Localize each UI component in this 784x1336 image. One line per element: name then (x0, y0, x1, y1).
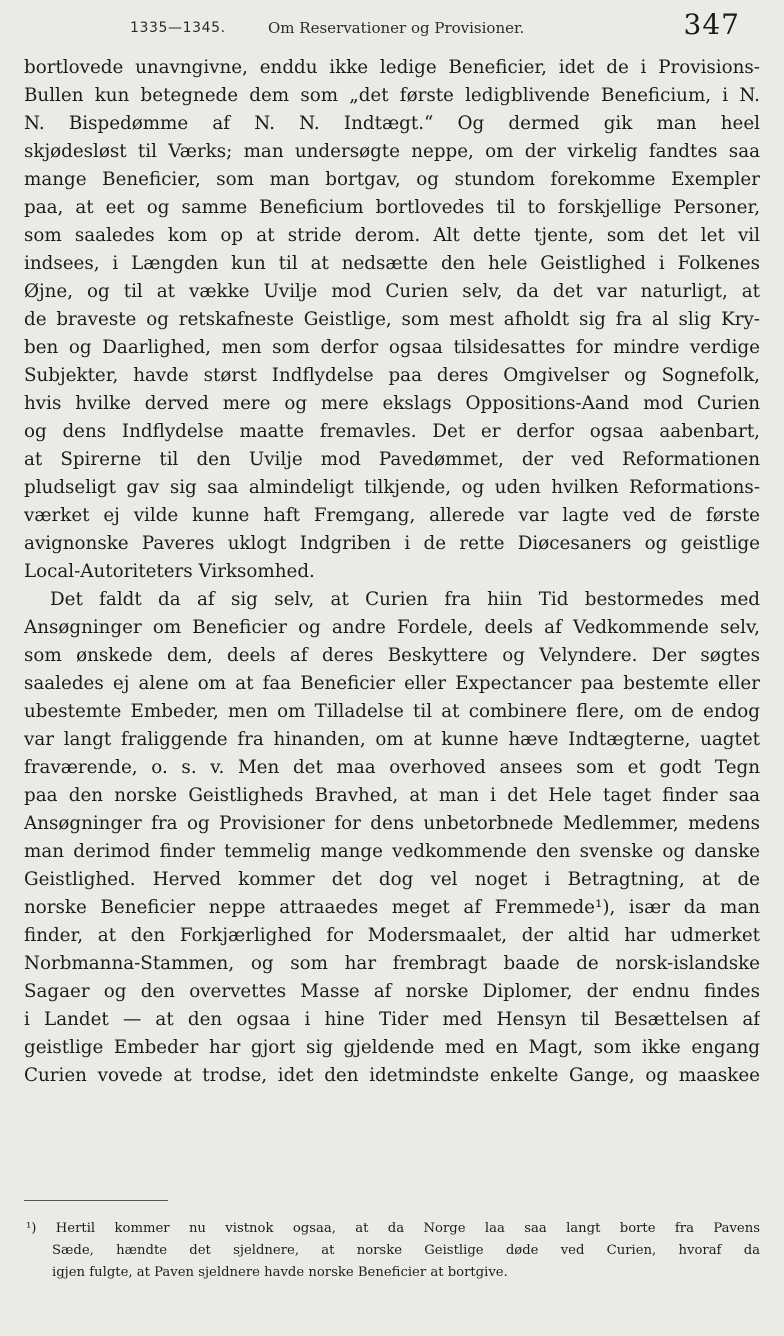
footnote-line: Sæde, hændte det sjeldnere, at norske Geistlige døde ved Curien, hvoraf da (52, 1243, 760, 1258)
text-line: man derimod finder temmelig mange vedkommende den svenske og danske (24, 841, 760, 862)
text-line: saaledes ej alene om at faa Beneficier eller Expectancer paa bestemte eller (24, 673, 760, 694)
footnote-rule (24, 1200, 168, 1201)
text-line: mange Beneficier, som man bortgav, og stundom forekomme Exempler (24, 169, 760, 190)
text-line: geistlige Embeder har gjort sig gjeldende med en Magt, som ikke engang (24, 1037, 760, 1058)
text-line: norske Beneficier neppe attraaedes meget af Fremmede¹), især da man (24, 897, 760, 918)
text-line: bortlovede unavngivne, enddu ikke ledige Beneficier, idet de i Provisions- (24, 57, 760, 78)
text-line: N. Bispedømme af N. N. Indtægt.“ Og dermed gik man heel (24, 113, 760, 134)
text-line: indsees, i Længden kun til at nedsætte den hele Geistlighed i Folkenes (24, 253, 760, 274)
text-line: som ønskede dem, deels af deres Beskyttere og Velyndere. Der søgtes (24, 645, 760, 666)
text-line: de braveste og retskafneste Geistlige, som mest afholdt sig fra al slig Kry- (24, 309, 760, 330)
text-line: Ansøgninger om Beneficier og andre Fordele, deels af Vedkommende selv, (24, 617, 760, 638)
text-line: Local-Autoriteters Virksomhed. (24, 561, 315, 582)
text-line: Bullen kun betegnede dem som „det første ledigblivende Beneficium, i N. (24, 85, 760, 106)
text-line: skjødesløst til Værks; man undersøgte neppe, om der virkelig fandtes saa (24, 141, 760, 162)
text-line: Det faldt da af sig selv, at Curien fra hiin Tid bestormedes med (50, 589, 760, 610)
text-line: avignonske Paveres uklogt Indgriben i de rette Diøcesaners og geistlige (24, 533, 760, 554)
text-line: Norbmanna-Stammen, og som har frembragt baade de norsk-islandske (24, 953, 760, 974)
text-line: Subjekter, havde størst Indflydelse paa deres Omgivelser og Sognefolk, (24, 365, 760, 386)
text-line: og dens Indflydelse maatte fremavles. Det er derfor ogsaa aabenbart, (24, 421, 760, 442)
text-line: pludseligt gav sig saa almindeligt tilkjende, og uden hvilken Reformations- (24, 477, 760, 498)
footnote-line: igjen fulgte, at Paven sjeldnere havde norske Beneficier at bortgive. (52, 1265, 508, 1280)
text-line: paa den norske Geistligheds Bravhed, at man i det Hele taget finder saa (24, 785, 760, 806)
text-line: Curien vovede at trodse, idet den idetmindste enkelte Gange, og maaskee (24, 1065, 760, 1086)
text-line: paa, at eet og samme Beneficium bortlovedes til to forskjellige Personer, (24, 197, 760, 218)
text-line: Ansøgninger fra og Provisioner for dens unbetorbnede Medlemmer, medens (24, 813, 760, 834)
text-line: ubestemte Embeder, men om Tilladelse til at combinere flere, om de endog (24, 701, 760, 722)
text-line: værket ej vilde kunne haft Fremgang, allerede var lagte ved de første (24, 505, 760, 526)
text-line: Øjne, og til at vække Uvilje mod Curien selv, da det var naturligt, at (24, 281, 760, 302)
text-line: som saaledes kom op at stride derom. Alt dette tjente, som det let vil (24, 225, 760, 246)
running-header (100, 8, 740, 52)
page-number: 347 (683, 8, 740, 41)
header-years: 1335—1345. (130, 20, 226, 36)
text-line: hvis hvilke derved mere og mere ekslags Oppositions-Aand mod Curien (24, 393, 760, 414)
footnote-line: ¹) Hertil kommer nu vistnok ogsaa, at da Norge laa saa langt borte fra Pavens (26, 1221, 760, 1236)
text-line: finder, at den Forkjærlighed for Modersmaalet, der altid har udmerket (24, 925, 760, 946)
text-line: at Spirerne til den Uvilje mod Pavedømmet, der ved Reformationen (24, 449, 760, 470)
header-title: Om Reservationer og Provisioner. (268, 19, 525, 37)
text-line: fraværende, o. s. v. Men det maa overhoved ansees som et godt Tegn (24, 757, 760, 778)
text-line: var langt fraliggende fra hinanden, om at kunne hæve Indtægterne, uagtet (24, 729, 760, 750)
text-line: i Landet — at den ogsaa i hine Tider med Hensyn til Besættelsen af (24, 1009, 760, 1030)
text-line: Sagaer og den overvettes Masse af norske Diplomer, der endnu findes (24, 981, 760, 1002)
text-line: ben og Daarlighed, men som derfor ogsaa tilsidesattes for mindre verdige (24, 337, 760, 358)
text-line: Geistlighed. Herved kommer det dog vel noget i Betragtning, at de (24, 869, 760, 890)
